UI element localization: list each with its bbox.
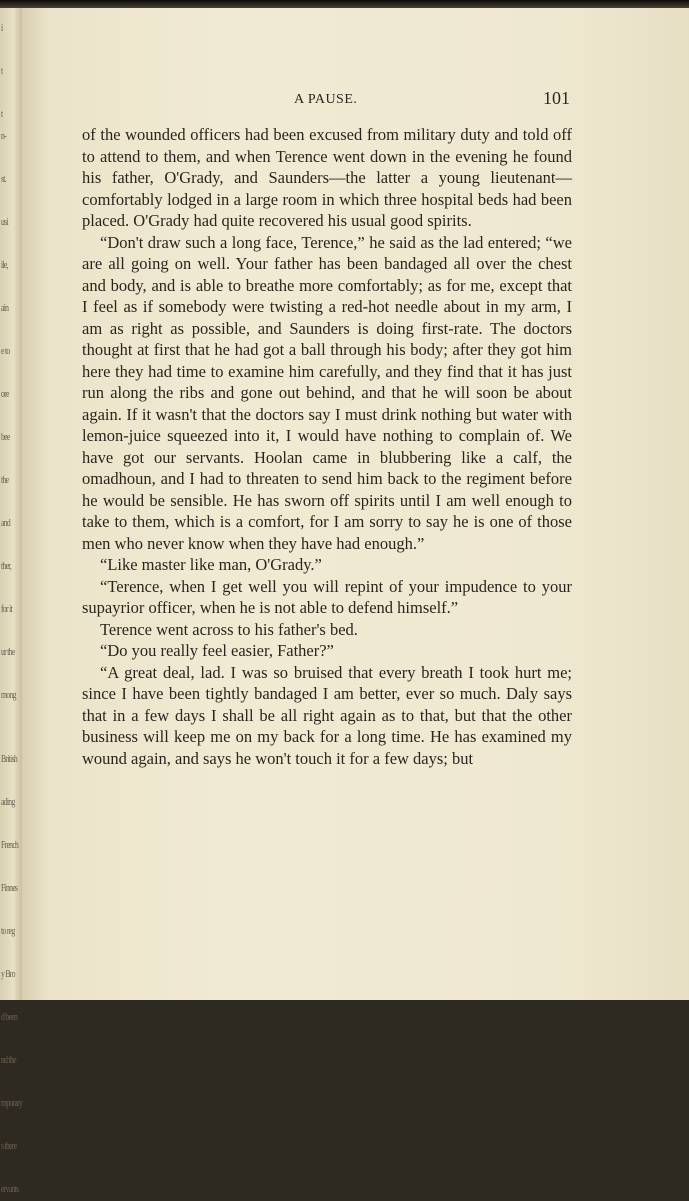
previous-page-text: i t t n- st. usi ile, ain e to ore bee the and ther, for it ur the mong British ading French Finnes to reg y Bro d been nd the mporary s there ervants [1,22,23,1195]
book-top-edge [0,0,689,8]
paragraph: “Terence, when I get well you will repint of your impudence to your supayrior officer, when he is not able to defend himself.” [82,576,572,617]
paragraph: “A great deal, lad. I was so bruised that every breath I took hurt me; since I have been tightly bandaged I am better, ever so much. Daly says that in a few days I shall be all right again as to that, but that the other business will keep me on my back for a long time. He has examined my wound again, and says he won't touch it for a few days; but [82,662,572,768]
page-number: 101 [543,88,570,108]
paragraph: “Do you really feel easier, Father?” [100,641,334,660]
book-page [22,8,689,1000]
previous-page-edge [0,8,23,1195]
paragraph: “Like master like man, O'Grady.” [100,555,322,574]
paragraph: of the wounded officers had been excused from military duty and told off to attend to them, and when Terence went down in the evening he found his father, O'Grady, and Saunders—the latter a young lieutenant—comfortably lodged in a large room in which three hospital beds had been placed. O'Grady had quite recovered his usual good spirits. [82,125,572,230]
paragraph: “Don't draw such a long face, Terence,” he said as the lad entered; “we are all going on well. Your father has been bandaged all over the chest and body, and is able to breathe more comfortably; as for me, except that I feel as if somebody were twisting a red-hot needle about in my arm, I am as right as possible, and Saunders is doing first-rate. The doctors thought at first that he had got a ball through his body; after they got him here they had time to examine him carefully, and they find that it has just run along the ribs and gone out behind, and that he will soon be about again. If it wasn't that the doctors say I must drink nothing but water with lemon-juice squeezed into it, I would have nothing to complain of. We have got our servants. Hoolan came in blubbering like a calf, the omadhoun, and I had to threaten to send him back to the regiment before he would be sensible. He has sworn off spirits until I am well enough to take to them, which is a comfort, for I am sorry to say he is one of those men who never know when they have had enough.” [82,232,572,553]
running-title: A PAUSE. [294,92,358,107]
page-header [22,88,570,112]
paragraph: Terence went across to his father's bed. [100,619,358,639]
body-text [82,124,572,769]
